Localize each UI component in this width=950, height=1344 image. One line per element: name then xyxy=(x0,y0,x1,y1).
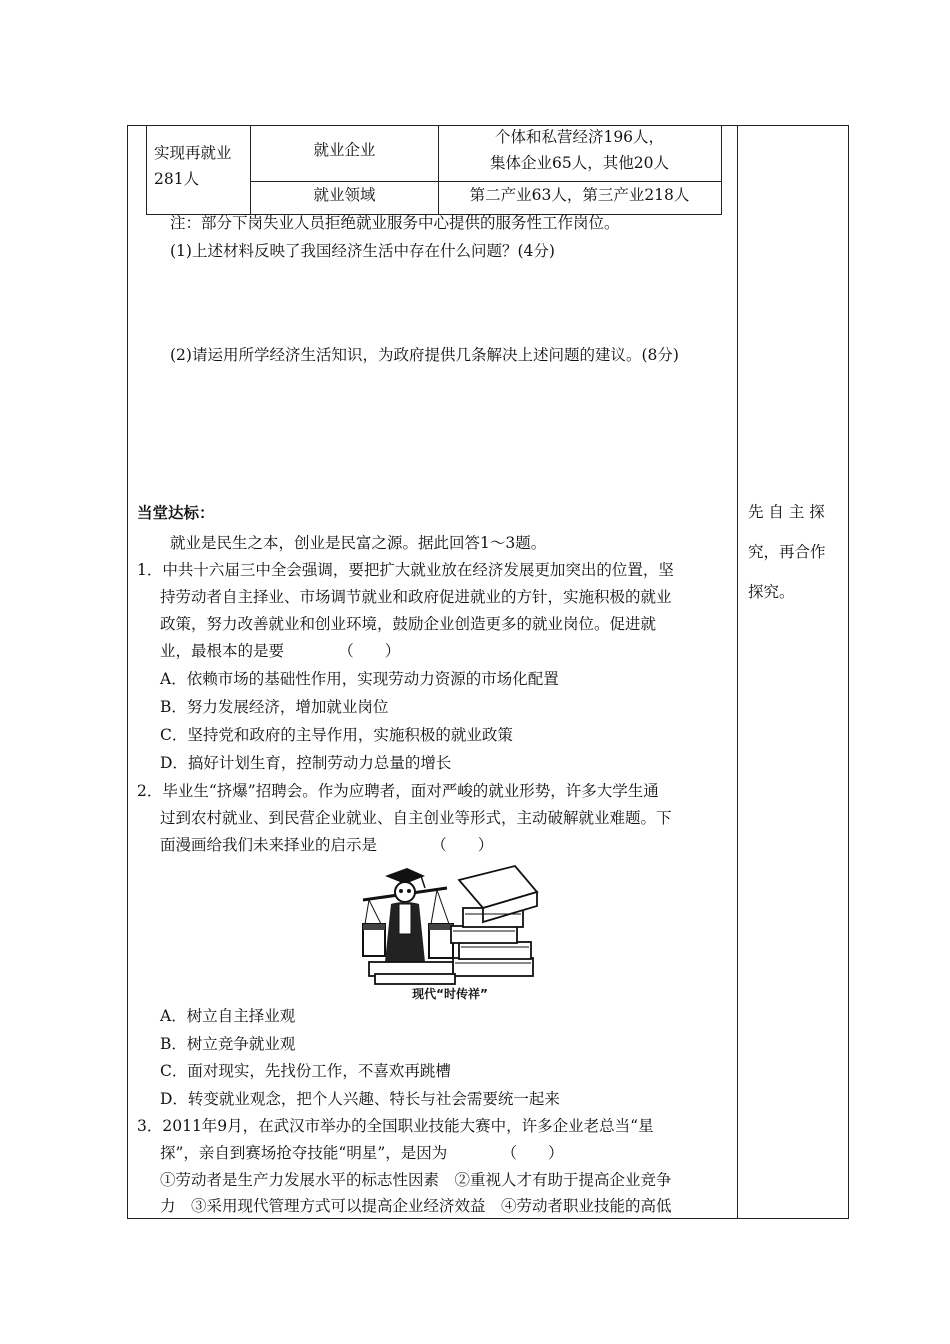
q2-option-c: C．面对现实，先找份工作，不喜欢再跳槽 xyxy=(160,1062,451,1080)
q1-option-c: C．坚持党和政府的主导作用，实施积极的就业政策 xyxy=(160,726,513,744)
section-title: 当堂达标： xyxy=(137,504,215,522)
question-part-2: (2)请运用所学经济生活知识，为政府提供几条解决上述问题的建议。(8分) xyxy=(170,346,679,364)
table-note: 注：部分下岗失业人员拒绝就业服务中心提供的服务性工作岗位。 xyxy=(170,214,620,232)
side-note-line-2: 究，再合作 xyxy=(748,543,826,561)
q1-option-b: B．努力发展经济，增加就业岗位 xyxy=(160,698,389,716)
q1-option-d: D．搞好计划生育，控制劳动力总量的增长 xyxy=(160,754,452,772)
q3-line-2: 探”，亲自到赛场抢夺技能“明星”，是因为 （ ） xyxy=(160,1144,564,1162)
q3-line-3: ①劳动者是生产力发展水平的标志性因素 ②重视人才有助于提高企业竞争 xyxy=(160,1171,672,1189)
cartoon-drawing xyxy=(355,862,545,987)
q1-line-2: 持劳动者自主择业、市场调节就业和政府促进就业的方针，实施积极的就业 xyxy=(160,588,672,606)
table-row1-value-line1: 个体和私营经济196人， xyxy=(494,128,665,146)
side-note-line-1: 先 自 主 探 xyxy=(748,503,825,521)
q1-line-3: 政策，努力改善就业和创业环境，鼓励企业创造更多的就业岗位。促进就 xyxy=(160,615,657,633)
table-row2-value: 第二产业63人，第三产业218人 xyxy=(469,186,690,204)
q2-line-3: 面漫画给我们未来择业的启示是 （ ） xyxy=(160,836,494,854)
q1-line-4: 业，最根本的是要 （ ） xyxy=(160,642,401,660)
q2-option-b: B．树立竞争就业观 xyxy=(160,1035,296,1053)
q2-line-1: 2．毕业生“挤爆”招聘会。作为应聘者，面对严峻的就业形势，许多大学生通 xyxy=(137,782,659,800)
side-note-line-3: 探究。 xyxy=(748,583,795,601)
table-row1-label: 就业企业 xyxy=(313,141,376,159)
q2-option-d: D．转变就业观念，把个人兴趣、特长与社会需要统一起来 xyxy=(160,1090,560,1108)
table-row1-value-line2: 集体企业65人，其他20人 xyxy=(490,154,669,172)
table-left-cell: 实现再就业281人 xyxy=(154,144,232,188)
cartoon-caption: 现代“时传祥” xyxy=(412,987,488,1001)
q1-option-a: A．依赖市场的基础性作用，实现劳动力资源的市场化配置 xyxy=(160,670,559,688)
side-column-divider xyxy=(737,125,738,1218)
table-row2-label: 就业领域 xyxy=(313,186,376,204)
q1-line-1: 1．中共十六届三中全会强调，要把扩大就业放在经济发展更加突出的位置，坚 xyxy=(137,561,674,579)
question-part-1: (1)上述材料反映了我国经济生活中存在什么问题？(4分) xyxy=(170,242,555,260)
q3-line-4: 力 ③采用现代管理方式可以提高企业经济效益 ④劳动者职业技能的高低 xyxy=(160,1197,672,1215)
cartoon-image xyxy=(355,862,545,1002)
employment-table-row-divider xyxy=(251,181,721,182)
q2-option-a: A．树立自主择业观 xyxy=(160,1007,296,1025)
q2-line-2: 过到农村就业、到民营企业就业、自主创业等形式，主动破解就业难题。下 xyxy=(160,809,672,827)
section-intro: 就业是民生之本，创业是民富之源。据此回答1～3题。 xyxy=(170,534,547,552)
q3-line-1: 3．2011年9月，在武汉市举办的全国职业技能大赛中，许多企业老总当“星 xyxy=(137,1117,654,1135)
